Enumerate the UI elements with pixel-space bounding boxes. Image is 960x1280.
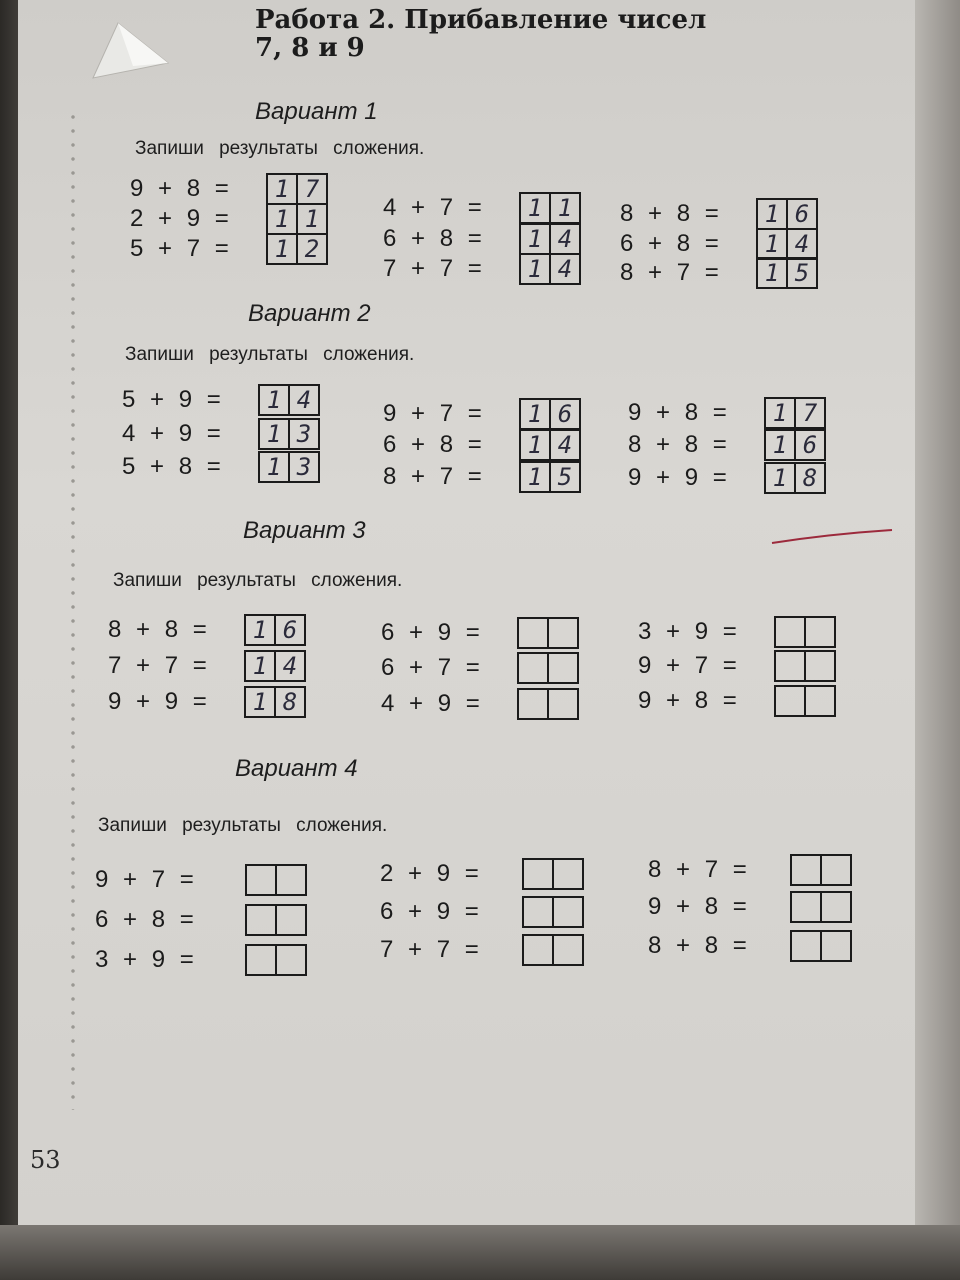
answer-box[interactable] [245,864,307,896]
equation-expression: 6 + 7 = [381,654,480,681]
equation [380,858,584,890]
answer-ones [547,619,577,647]
answer-box[interactable] [522,858,584,890]
answer-ones [552,860,582,888]
equation-expression: 8 + 7 = [383,463,482,490]
equation-expression: 8 + 8 = [628,431,727,458]
title-line-2: 7, 8 и 9 [255,33,365,63]
equation [381,688,579,720]
equation [383,223,581,255]
equation-expression: 2 + 9 = [380,860,479,887]
answer-box[interactable] [519,461,581,493]
equation [380,896,584,928]
answer-box[interactable] [790,930,852,962]
equation [648,930,852,962]
equation-expression: 6 + 8 = [620,230,719,257]
equation-expression: 8 + 7 = [648,856,747,883]
answer-ones: 3 [288,420,318,448]
answer-ones [820,932,850,960]
equation [380,934,584,966]
answer-box[interactable] [517,617,579,649]
answer-tens: 1 [274,175,290,203]
equation-expression: 3 + 9 = [95,946,194,973]
variant-4-instruction: Запиши результаты сложения. [98,815,388,836]
answer-tens: 1 [252,688,268,716]
answer-ones [804,618,834,646]
answer-box[interactable] [774,616,836,648]
answer-box[interactable] [517,688,579,720]
answer-tens: 1 [266,386,282,414]
equation-expression: 8 + 8 = [108,616,207,643]
equation [108,614,306,646]
equation [95,904,307,936]
answer-box[interactable] [517,652,579,684]
answer-ones: 5 [549,463,579,491]
dotted-margin-line [70,110,76,1110]
equation [628,429,826,461]
answer-ones: 8 [274,688,304,716]
answer-tens: 1 [266,453,282,481]
page-title [255,6,706,62]
equation [628,462,826,494]
answer-box[interactable] [774,650,836,682]
answer-ones [804,652,834,680]
equation [638,685,836,717]
answer-tens: 1 [527,463,543,491]
answer-ones [820,856,850,884]
equation [620,228,818,260]
answer-tens: 1 [772,464,788,492]
corner-triangle-icon [88,18,178,88]
equation-expression: 6 + 9 = [380,898,479,925]
equation [130,233,328,265]
equation-expression: 7 + 7 = [380,936,479,963]
answer-ones [275,906,305,934]
equation-expression: 4 + 9 = [381,690,480,717]
answer-ones: 6 [274,616,304,644]
page-bottom-edge [0,1225,960,1280]
answer-box[interactable] [756,228,818,260]
equation [383,461,581,493]
answer-tens [519,654,547,682]
equation [122,451,320,483]
answer-tens [792,856,820,884]
answer-tens [524,936,552,964]
variant-3-heading: Вариант 3 [243,517,366,544]
answer-ones: 1 [296,205,326,233]
variant-1-instruction: Запиши результаты сложения. [135,138,425,159]
answer-tens: 1 [527,194,543,222]
answer-ones: 6 [786,200,816,228]
equation [648,891,852,923]
equation-expression: 9 + 7 = [95,866,194,893]
answer-tens [524,860,552,888]
answer-ones: 6 [794,431,824,459]
answer-ones: 4 [288,386,318,414]
answer-ones: 4 [549,431,579,459]
answer-tens: 1 [274,235,290,263]
answer-tens: 1 [764,230,780,258]
answer-box[interactable] [258,451,320,483]
answer-tens [776,618,804,646]
answer-ones: 4 [549,225,579,253]
answer-ones: 4 [549,255,579,283]
answer-box[interactable] [519,192,581,224]
equation-expression: 5 + 8 = [122,453,221,480]
answer-ones: 5 [786,259,816,287]
equation [108,686,306,718]
equation-expression: 6 + 8 = [383,225,482,252]
answer-ones [275,866,305,894]
answer-tens [247,866,275,894]
equation-expression: 2 + 9 = [130,205,229,232]
equation-expression: 9 + 7 = [638,652,737,679]
answer-tens: 1 [772,431,788,459]
equation [381,652,579,684]
answer-ones: 3 [288,453,318,481]
title-line-1: Работа 2. Прибавление чисел [255,5,707,35]
answer-box[interactable] [245,904,307,936]
equation-expression: 8 + 8 = [648,932,747,959]
answer-box[interactable] [244,614,306,646]
equation-expression: 9 + 8 = [648,893,747,920]
answer-ones [552,898,582,926]
answer-tens: 1 [527,400,543,428]
answer-box[interactable] [266,203,328,235]
answer-box[interactable] [774,685,836,717]
answer-ones [275,946,305,974]
equation-expression: 4 + 9 = [122,420,221,447]
answer-tens: 1 [527,431,543,459]
answer-box[interactable] [258,384,320,416]
equation [383,192,581,224]
equation-expression: 9 + 8 = [638,687,737,714]
answer-box[interactable] [519,253,581,285]
equation-expression: 8 + 7 = [620,259,719,286]
answer-tens [247,906,275,934]
answer-box[interactable] [522,934,584,966]
answer-ones [547,654,577,682]
answer-box[interactable] [790,854,852,886]
equation-expression: 7 + 7 = [383,255,482,282]
equation-expression: 9 + 9 = [108,688,207,715]
answer-ones: 4 [786,230,816,258]
answer-box[interactable] [266,173,328,205]
answer-ones [820,893,850,921]
page-number: 53 [30,1146,61,1174]
answer-tens: 1 [764,200,780,228]
page-stack-edge [915,0,960,1280]
equation [628,397,826,429]
answer-tens: 1 [274,205,290,233]
equation [381,617,579,649]
variant-2-heading: Вариант 2 [248,300,371,327]
equation [638,616,836,648]
equation-expression: 7 + 7 = [108,652,207,679]
answer-box[interactable] [519,429,581,461]
equation [383,429,581,461]
equation [130,173,328,205]
equation [383,253,581,285]
answer-box[interactable] [519,398,581,430]
answer-box[interactable] [258,418,320,450]
equation-expression: 6 + 8 = [95,906,194,933]
variant-2-instruction: Запиши результаты сложения. [125,344,415,365]
variant-3-instruction: Запиши результаты сложения. [113,570,403,591]
answer-ones: 7 [794,399,824,427]
answer-ones: 2 [296,235,326,263]
answer-box[interactable] [764,397,826,429]
answer-tens: 1 [252,616,268,644]
answer-box[interactable] [244,650,306,682]
equation-expression: 5 + 9 = [122,386,221,413]
equation-expression: 9 + 8 = [628,399,727,426]
answer-tens [524,898,552,926]
answer-box[interactable] [764,429,826,461]
answer-tens [519,690,547,718]
equation [620,257,818,289]
answer-tens: 1 [252,652,268,680]
equation [383,398,581,430]
equation [122,418,320,450]
equation [108,650,306,682]
equation-expression: 3 + 9 = [638,618,737,645]
equation-expression: 6 + 9 = [381,619,480,646]
equation-expression: 6 + 8 = [383,431,482,458]
answer-ones: 8 [794,464,824,492]
answer-box[interactable] [245,944,307,976]
answer-ones: 4 [274,652,304,680]
answer-tens: 1 [527,255,543,283]
equation [95,944,307,976]
answer-ones: 1 [549,194,579,222]
equation-expression: 9 + 9 = [628,464,727,491]
answer-box[interactable] [790,891,852,923]
answer-tens: 1 [527,225,543,253]
equation-expression: 4 + 7 = [383,194,482,221]
answer-ones [552,936,582,964]
equation-expression: 8 + 8 = [620,200,719,227]
answer-box[interactable] [764,462,826,494]
equation [122,384,320,416]
variant-1-heading: Вариант 1 [255,98,378,125]
equation [95,864,307,896]
answer-ones: 6 [549,400,579,428]
answer-ones: 7 [296,175,326,203]
answer-tens [519,619,547,647]
answer-tens [776,687,804,715]
equation [648,854,852,886]
equation [638,650,836,682]
answer-tens: 1 [266,420,282,448]
answer-box[interactable] [244,686,306,718]
answer-box[interactable] [756,198,818,230]
answer-ones [547,690,577,718]
equation-expression: 9 + 8 = [130,175,229,202]
answer-ones [804,687,834,715]
answer-tens [776,652,804,680]
variant-4-heading: Вариант 4 [235,755,358,782]
answer-tens [247,946,275,974]
answer-box[interactable] [522,896,584,928]
equation [130,203,328,235]
answer-tens: 1 [772,399,788,427]
answer-box[interactable] [519,223,581,255]
answer-box[interactable] [266,233,328,265]
answer-box[interactable] [756,257,818,289]
equation [620,198,818,230]
equation-expression: 9 + 7 = [383,400,482,427]
red-pen-mark [770,528,895,548]
answer-tens: 1 [764,259,780,287]
answer-tens [792,932,820,960]
answer-tens [792,893,820,921]
equation-expression: 5 + 7 = [130,235,229,262]
